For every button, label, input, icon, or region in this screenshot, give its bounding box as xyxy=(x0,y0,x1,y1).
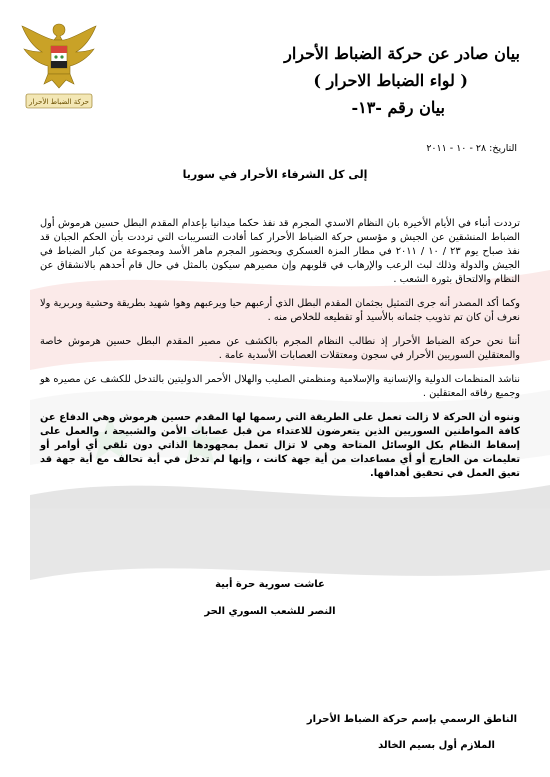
addressee-line: إلى كل الشرفاء الأحرار في سوريا xyxy=(182,168,368,181)
statement-number: بيان رقم -١٣- xyxy=(351,98,445,117)
eagle-emblem-icon xyxy=(18,16,100,114)
closing-slogans xyxy=(195,578,345,618)
statement-body xyxy=(40,217,520,491)
body-paragraph: نناشد المنظمات الدولية والإنسانية والإسلامية ومنظمتي الصليب والهلال الأحمر الدوليتين بالتدخل للكشف عن مصيره هو وجميع رفاقه المعتقلين . xyxy=(40,374,520,399)
header-title: بيان صادر عن حركة الضباط الأحرار xyxy=(284,44,520,63)
header-subtitle: ( لواء الضباط الاحرار ) xyxy=(313,71,468,90)
document-header xyxy=(140,40,520,121)
signature-block xyxy=(307,713,517,753)
body-paragraph: وننوه أن الحركة لا زالت تعمل على الطريقة التي رسمها لها المقدم حسين هرموش وهي الدفاع عن كافة المواطنين السوريين الذين يتعرضون للاعتداء من قبل عصابات الأمن والشبيحة ، والعمل على إسقاط النظام بكل الوسائل المتاحة وهي لا تزال تعمل بمجهودها الذاتي دون تلقي أي أوامر أو تعليمات من الخارج أو أي مساعدات من أية جهة كانت ، وإنها لم تدخل في أية تحالف مع أية جهة قد تعيق العمل في تحقيق أهدافها. xyxy=(40,412,520,479)
date-line: التاريخ: ٢٨ - ١٠ - ٢٠١١ xyxy=(426,143,517,154)
body-paragraph: وكما أكد المصدر أنه جرى التمثيل بجثمان المقدم البطل الذي أرعبهم حيا ويرعبهم وهوا شهيد بطريقة وحشية وبربرية ولا نعرف أن كان تم تذويب جثمانه بالأسيد أو تقطيعه للخلاص منه . xyxy=(40,298,520,323)
body-paragraph: ترددت أنباء في الأيام الأخيرة بان النظام الاسدي المجرم قد نفذ حكما ميدانيا بإعدام المقدم البطل حسين هرموش أول الضباط المنشقين عن الجيش و مؤسس حركة الضباط الأحرار كما أفادت التسريبات التي ترددت بأن الحكم الجبان قد نفذ صباح يوم ٢٣ / ١٠ / ٢٠١١ في مطار المزة العسكري وبحضور المجرم ماهر الأسد ومجموعة من كبار الضباط في الجيش والدولة وذلك لبث الرعب والإرهاب في قلوبهم وإن مصيرهم سيكون بالمثل في حال قام أحدهم بالانشقاق عن النظام والالتحاق بثورة الشعب . xyxy=(40,218,521,285)
body-paragraph: أننا نحن حركة الضباط الأحرار إذ نطالب النظام المجرم بالكشف عن مصير المقدم البطل حسين هرموش خاصة والمعتقلين السوريين الأحرار في سجون ومعتقلات العصابات الأسدية عامة . xyxy=(40,336,520,361)
spokesperson-name: الملازم أول بسيم الخالد xyxy=(378,740,495,751)
closing-slogan-1: عاشت سورية حرة أبية xyxy=(215,579,325,590)
spokesperson-title: الناطق الرسمي بإسم حركة الضباط الأحرار xyxy=(306,714,517,725)
closing-slogan-2: النصر للشعب السوري الحر xyxy=(204,606,336,617)
emblem-caption: حركة الضباط الأحرار xyxy=(28,98,90,106)
